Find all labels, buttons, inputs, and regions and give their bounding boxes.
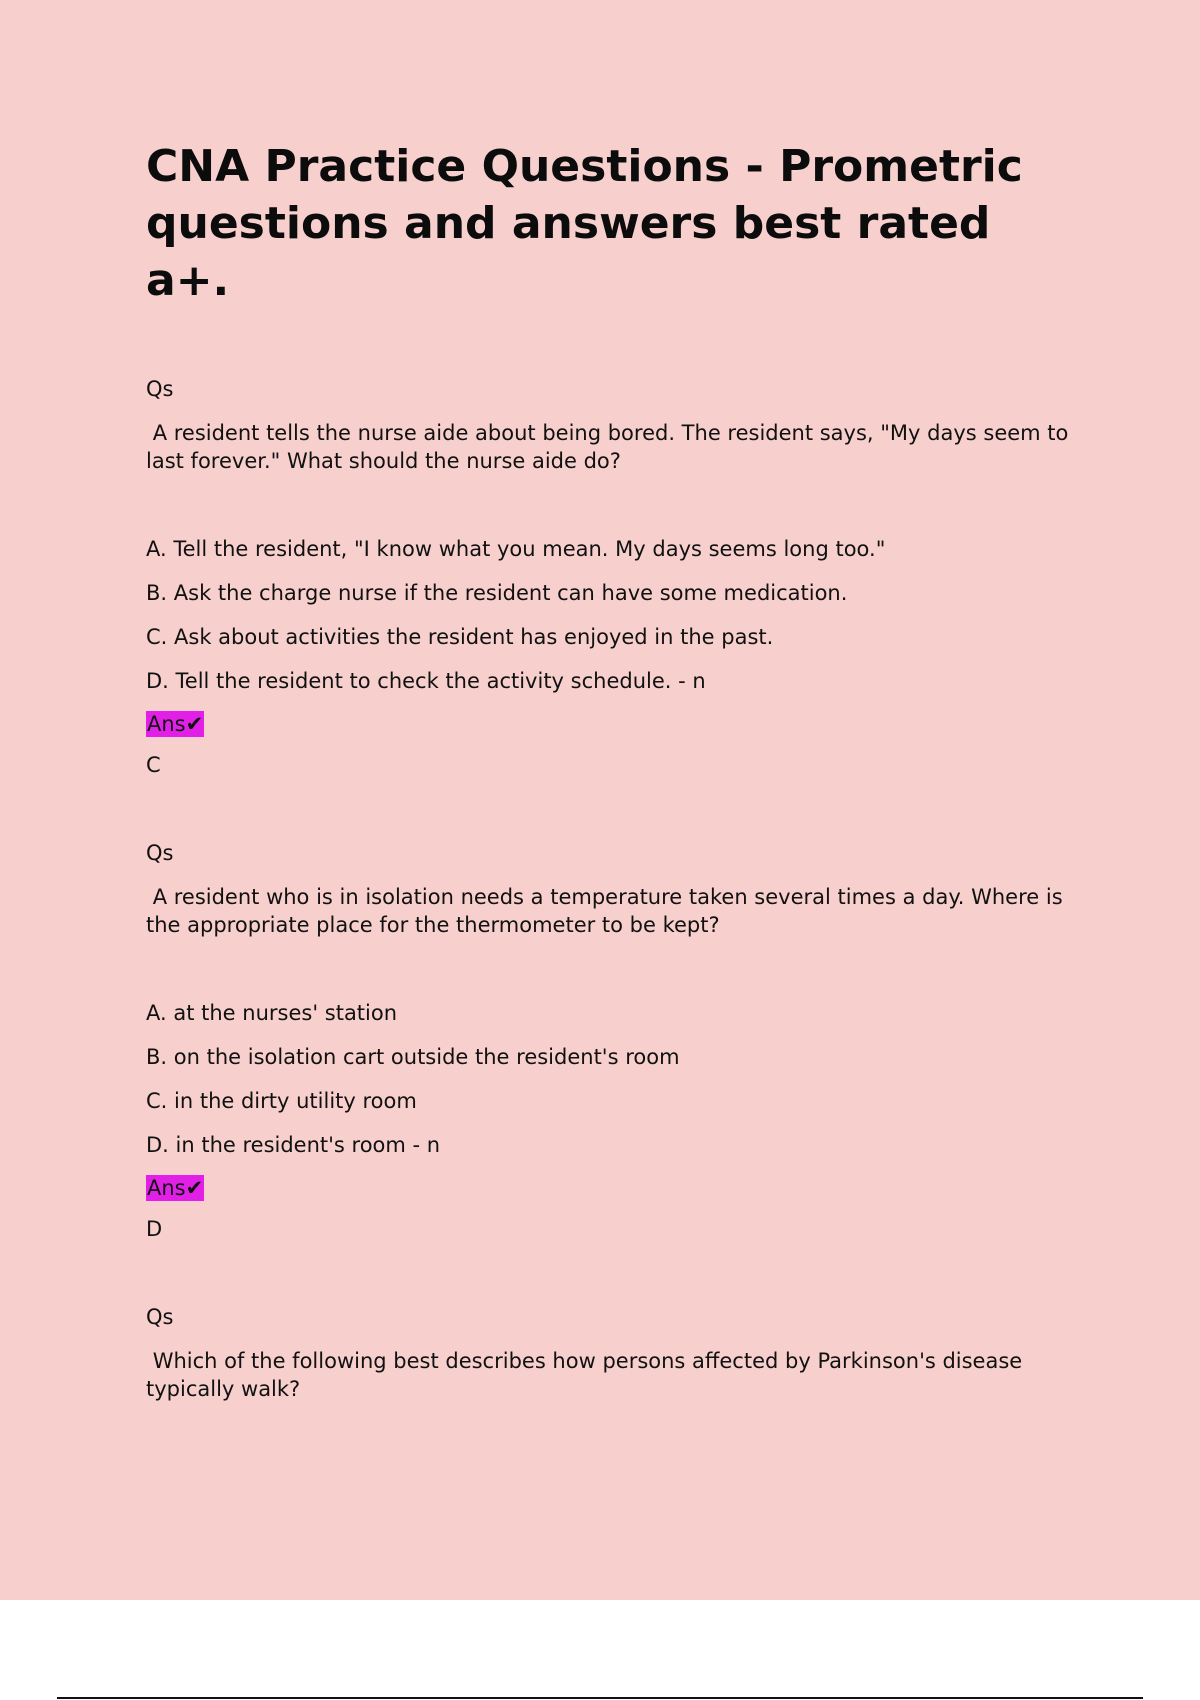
question-block-2 — [146, 839, 1086, 1243]
option-c: C. Ask about activities the resident has enjoyed in the past. — [146, 625, 774, 649]
answer-badge: Ans✔ — [147, 712, 204, 736]
option-d: D. in the resident's room - n — [146, 1133, 441, 1157]
option-d: D. Tell the resident to check the activity schedule. - n — [146, 669, 706, 693]
question-block-3 — [146, 1303, 1086, 1403]
footer-divider — [57, 1697, 1143, 1699]
correct-answer: C — [146, 753, 161, 777]
option-a: A. Tell the resident, "I know what you mean. My days seems long too." — [146, 537, 886, 561]
question-block-1 — [146, 375, 1086, 779]
option-b: B. on the isolation cart outside the resident's room — [146, 1045, 680, 1069]
answer-options — [146, 535, 1086, 695]
option-b: B. Ask the charge nurse if the resident can have some medication. — [146, 581, 848, 605]
question-text: Which of the following best describes how persons affected by Parkinson's disease typically walk? — [146, 1349, 1029, 1401]
question-text: A resident tells the nurse aide about being bored. The resident says, "My days seem to last forever." What should the nurse aide do? — [146, 421, 1076, 473]
answer-badge: Ans✔ — [147, 1176, 204, 1200]
option-a: A. at the nurses' station — [146, 1001, 398, 1025]
answer-options — [146, 999, 1086, 1159]
question-label: Qs — [146, 1305, 174, 1329]
correct-answer: D — [146, 1217, 163, 1241]
option-c: C. in the dirty utility room — [146, 1089, 417, 1113]
document-content — [146, 138, 1086, 1403]
question-label: Qs — [146, 841, 174, 865]
document-title: CNA Practice Questions - Prometric questions and answers best rated a+. — [146, 141, 1023, 306]
question-label: Qs — [146, 377, 174, 401]
question-text: A resident who is in isolation needs a temperature taken several times a day. Where is the appropriate place for the thermometer to be kept? — [146, 885, 1070, 937]
